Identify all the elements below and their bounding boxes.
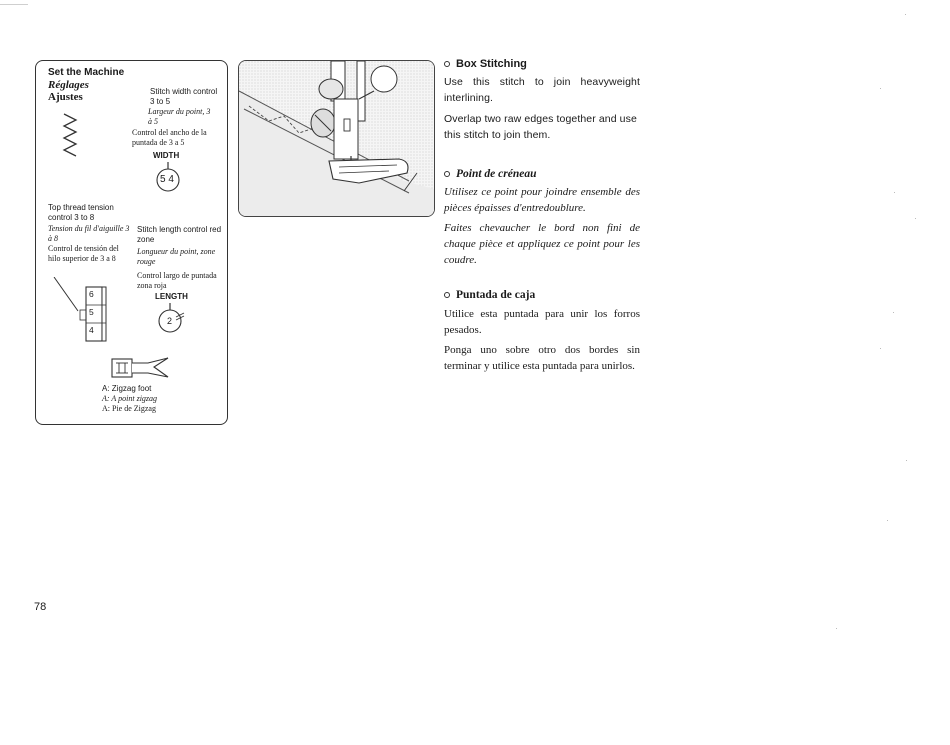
settings-title-es: Ajustes	[48, 91, 83, 103]
paragraph: Utilice esta puntada para unir los forros pesados.	[444, 308, 640, 336]
scan-mark	[0, 4, 28, 5]
bullet-icon	[444, 292, 450, 298]
length-text-fr: Longueur du point, zone rouge	[137, 247, 216, 266]
section-point-de-creneau	[444, 168, 640, 268]
scan-dot	[915, 218, 916, 219]
tension-number-4: 4	[89, 325, 94, 335]
width-text-en: Stitch width control 3 to 5	[150, 87, 218, 106]
foot-caption-fr: A: A point zigzag	[102, 394, 158, 403]
width-dial-value: 5 4	[160, 174, 174, 185]
bullet-icon	[444, 61, 450, 67]
settings-panel	[35, 60, 228, 425]
section-title-fr: Point de créneau	[444, 168, 640, 180]
paragraph: Faites chevaucher le bord non fini de chaque pièce et appliquez ce point pour les coudre.	[444, 222, 640, 266]
paragraph: Utilisez ce point pour joindre ensemble des pièces épaisses d'entredoublure.	[444, 186, 640, 214]
settings-title-en: Set the Machine	[48, 67, 125, 78]
tension-text-es: Control de tensión del hilo superior de 3 a 8	[48, 244, 119, 263]
foot-caption-es: A: Pie de Zigzag	[102, 404, 156, 413]
scan-dot	[887, 520, 888, 521]
scan-dot	[906, 460, 907, 461]
paragraph: Overlap two raw edges together and use this stitch to join them.	[444, 113, 637, 141]
foot-caption-en: A: Zigzag foot	[102, 384, 152, 393]
length-text-es: Control largo de puntada zona roja	[137, 271, 217, 290]
scan-dot	[880, 348, 881, 349]
page-number: 78	[34, 601, 47, 613]
scan-dot	[880, 88, 881, 89]
tension-text-en: Top thread tension control 3 to 8	[48, 203, 114, 222]
section-title-es: Puntada de caja	[444, 289, 640, 301]
section-title-en: Box Stitching	[444, 58, 640, 70]
presser-foot-drawing	[239, 61, 434, 216]
width-text-es: Control del ancho de la puntada de 3 a 5	[132, 128, 207, 147]
scan-dot	[905, 14, 906, 15]
section-box-stitching	[444, 58, 640, 143]
scan-dot	[894, 192, 895, 193]
length-dial-value: 2	[167, 316, 173, 326]
width-text-fr: Largeur du point, 3 à 5	[148, 107, 211, 126]
paragraph: Use this stitch to join heavyweight interlining.	[444, 76, 640, 104]
tension-number-6: 6	[89, 289, 94, 299]
bullet-icon	[444, 171, 450, 177]
scan-dot	[893, 312, 894, 313]
zigzag-foot-icon	[110, 355, 172, 381]
paragraph: Ponga uno sobre otro dos bordes sin terminar y utilice esta puntada para unirlos.	[444, 344, 640, 372]
tension-text-fr: Tension du fil d'aiguille 3 à 8	[48, 224, 130, 243]
scan-dot	[836, 628, 837, 629]
section-puntada-de-caja	[444, 289, 640, 374]
length-text-en: Stitch length control red zone	[137, 225, 222, 244]
settings-title-fr: Réglages	[48, 79, 89, 91]
length-dial-label: LENGTH	[155, 292, 188, 301]
width-dial-label: WIDTH	[153, 151, 180, 160]
zigzag-stitch-icon	[60, 111, 82, 159]
tension-dial-icon	[52, 277, 110, 343]
sewing-foot-illustration	[238, 60, 435, 217]
tension-number-5: 5	[89, 307, 94, 317]
